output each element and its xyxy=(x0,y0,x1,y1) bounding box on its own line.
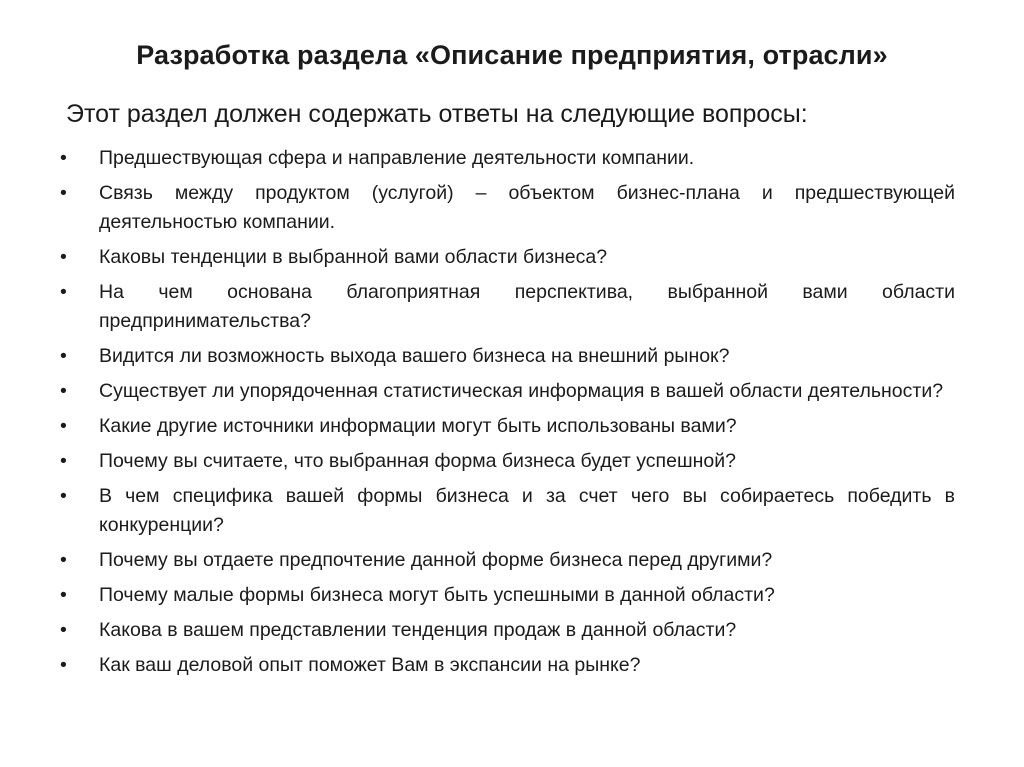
bullet-icon: • xyxy=(60,619,67,641)
bullet-icon: • xyxy=(60,182,67,204)
list-item xyxy=(60,144,955,173)
list-item xyxy=(60,243,955,272)
list-item xyxy=(60,616,955,645)
list-item-text: Почему малые формы бизнеса могут быть успешными в данной области? xyxy=(99,584,775,606)
bullet-icon: • xyxy=(60,380,67,402)
bullet-icon: • xyxy=(60,549,67,571)
bullet-icon: • xyxy=(60,281,67,303)
list-item xyxy=(60,342,955,371)
bullet-icon: • xyxy=(60,485,67,507)
list-item xyxy=(60,482,955,540)
bullet-icon: • xyxy=(60,415,67,437)
list-item xyxy=(60,179,955,237)
list-item-text: Существует ли упорядоченная статистическая информация в вашей области деятельности? xyxy=(99,380,944,402)
list-item-text: Какие другие источники информации могут быть использованы вами? xyxy=(99,415,737,437)
list-item-text: Видится ли возможность выхода вашего бизнеса на внешний рынок? xyxy=(99,345,730,367)
list-item-text: На чем основана благоприятная перспектива, выбранной вами области предпринимательства? xyxy=(99,281,955,332)
list-item xyxy=(60,377,955,406)
intro-text: Этот раздел должен содержать ответы на следующие вопросы: xyxy=(66,100,808,128)
bullet-icon: • xyxy=(60,147,67,169)
list-item-text: Какова в вашем представлении тенденция продаж в данной области? xyxy=(99,619,737,641)
list-item xyxy=(60,447,955,476)
list-item xyxy=(60,412,955,441)
list-item-text: Каковы тенденции в выбранной вами области бизнеса? xyxy=(99,246,608,268)
bullet-icon: • xyxy=(60,654,67,676)
question-list xyxy=(60,144,955,686)
list-item-text: Почему вы отдаете предпочтение данной форме бизнеса перед другими? xyxy=(99,549,773,571)
list-item-text: Как ваш деловой опыт поможет Вам в экспансии на рынке? xyxy=(99,654,641,676)
list-item xyxy=(60,278,955,336)
list-item xyxy=(60,581,955,610)
bullet-icon: • xyxy=(60,345,67,367)
list-item-text: Почему вы считаете, что выбранная форма бизнеса будет успешной? xyxy=(99,450,736,472)
bullet-icon: • xyxy=(60,450,67,472)
list-item xyxy=(60,651,955,680)
list-item-text: Связь между продуктом (услугой) – объектом бизнес-плана и предшествующей деятельностью компании. xyxy=(99,182,955,233)
bullet-icon: • xyxy=(60,246,67,268)
list-item-text: Предшествующая сфера и направление деятельности компании. xyxy=(99,147,695,169)
list-item-text: В чем специфика вашей формы бизнеса и за счет чего вы собираетесь победить в конкуренции? xyxy=(99,485,955,536)
list-item xyxy=(60,546,955,575)
bullet-icon: • xyxy=(60,584,67,606)
slide-title: Разработка раздела «Описание предприятия, отрасли» xyxy=(136,40,888,70)
